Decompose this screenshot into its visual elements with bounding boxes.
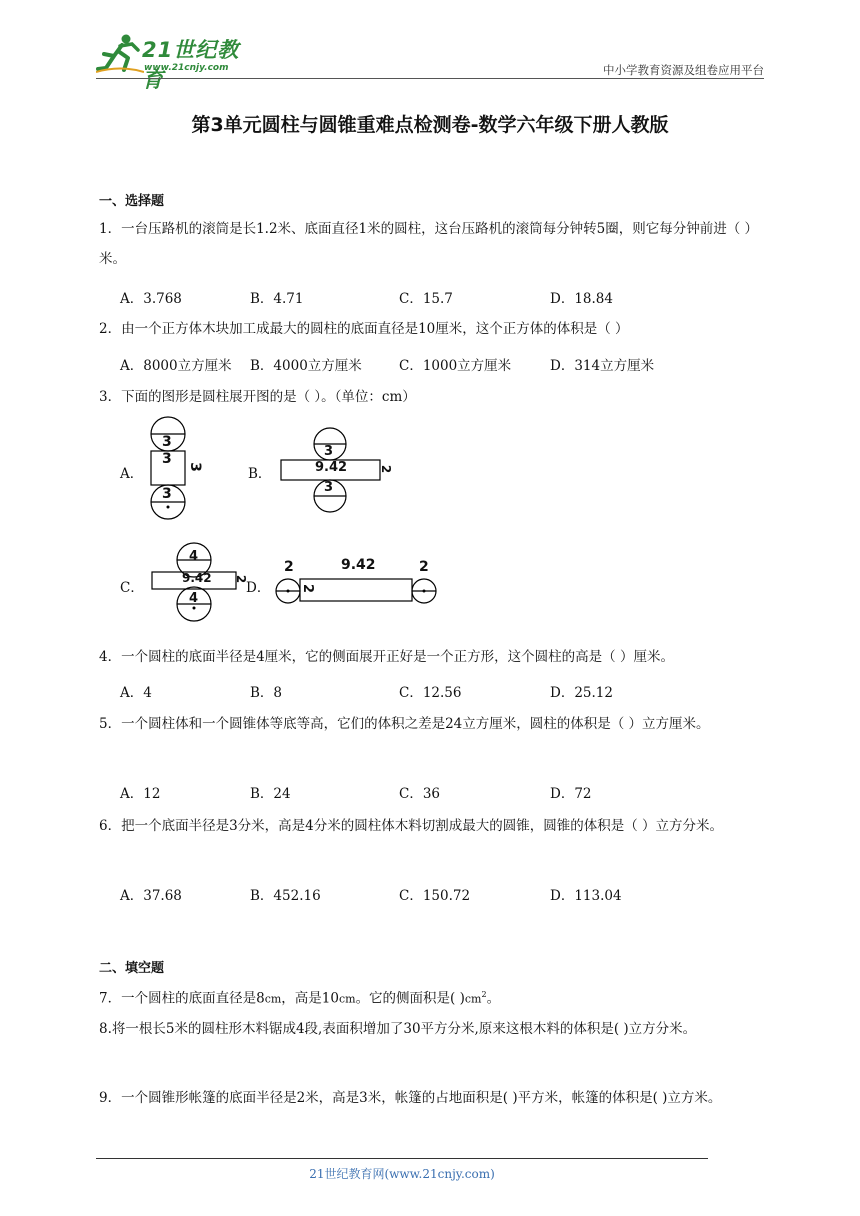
q6-option-b[interactable]: B．452.16 — [250, 888, 321, 904]
logo-url: www.21cnjy.com — [144, 63, 229, 73]
net-b-bottom-label: 3 — [324, 480, 334, 495]
net-c-top-label: 4 — [189, 549, 199, 564]
header-platform-text: 中小学教育资源及组卷应用平台 — [603, 63, 764, 77]
logo — [96, 32, 261, 92]
q1-option-c[interactable]: C．15.7 — [399, 291, 453, 307]
q3-option-c[interactable]: C． — [120, 580, 144, 596]
q4-option-a[interactable]: A．4 — [120, 685, 152, 701]
net-a-top-label: 3 — [162, 434, 172, 450]
page-footer: 21世纪教育网(www.21cnjy.com) — [309, 1167, 495, 1181]
q6-option-c[interactable]: C．150.72 — [399, 888, 471, 904]
q1-option-b[interactable]: B．4.71 — [250, 291, 304, 307]
q3-option-d[interactable]: D． — [246, 580, 271, 596]
q6-option-d[interactable]: D．113.04 — [550, 888, 622, 904]
question-4: 4．一个圆柱的底面半径是4厘米，它的侧面展开正好是一个正方形，这个圆柱的高是（ ）厘米。 — [99, 649, 674, 665]
q4-option-c[interactable]: C．12.56 — [399, 685, 462, 701]
question-2-options — [120, 354, 760, 374]
net-d-side-label: 2 — [300, 583, 316, 594]
q7-text-pre: 7．一个圆柱的底面直径是8 — [99, 990, 265, 1007]
q7-text-end: 。 — [486, 990, 501, 1007]
q2-option-d[interactable]: D．314立方厘米 — [550, 358, 655, 374]
net-c-mid-label: 9.42 — [182, 571, 212, 585]
question-4-options — [120, 681, 760, 701]
q7-text-mid: ，高是10 — [281, 990, 339, 1007]
q4-option-d[interactable]: D．25.12 — [550, 685, 613, 701]
net-figure-d — [266, 556, 441, 606]
logo-text: 21世纪教育 — [142, 38, 240, 92]
question-5-options — [120, 782, 760, 802]
net-a-mid-label: 3 — [162, 451, 172, 467]
question-3: 3．下面的图形是圆柱展开图的是（ ）。（单位：cm） — [99, 389, 416, 405]
q5-option-c[interactable]: C．36 — [399, 786, 441, 802]
q1-option-a[interactable]: A．3.768 — [120, 291, 182, 307]
question-9: 9．一个圆锥形帐篷的底面半径是2米，高是3米，帐篷的占地面积是( )平方米，帐篷的体积是( )立方米。 — [99, 1090, 722, 1106]
question-8: 8.将一根长5米的圆柱形木料锯成4段,表面积增加了30平方分米,原来这根木料的体积是( )立方分米。 — [99, 1021, 697, 1037]
q5-option-d[interactable]: D．72 — [550, 786, 592, 802]
question-7 — [99, 980, 764, 1015]
section-choice-heading: 一、选择题 — [99, 194, 165, 209]
q1-option-d[interactable]: D．18.84 — [550, 291, 613, 307]
q2-option-b[interactable]: B．4000立方厘米 — [250, 358, 362, 374]
net-c-side-label: 2 — [234, 574, 249, 584]
header-divider — [96, 78, 764, 79]
net-b-mid-label: 9.42 — [315, 460, 348, 475]
runner-logo-icon — [96, 32, 144, 76]
net-figure-b — [278, 425, 398, 520]
net-a-side-label: 3 — [186, 462, 203, 472]
q7-unit-3: cm — [464, 992, 482, 1006]
question-6-options — [120, 884, 760, 904]
page-title: 第3单元圆柱与圆锥重难点检测卷-数学六年级下册人教版 — [191, 114, 669, 136]
q6-option-a[interactable]: A．37.68 — [120, 888, 182, 904]
question-5: 5．一个圆柱体和一个圆锥体等底等高，它们的体积之差是24立方厘米，圆柱的体积是（ ）立方厘米。 — [99, 716, 710, 732]
net-d-left-label: 2 — [284, 559, 294, 575]
net-figure-a — [146, 414, 206, 524]
net-d-right-label: 2 — [419, 559, 429, 575]
page-header — [96, 28, 764, 92]
q2-option-a[interactable]: A．8000立方厘米 — [120, 358, 232, 374]
q7-text-post[interactable]: 。它的侧面积是( ) — [355, 990, 465, 1007]
q3-option-b[interactable]: B． — [248, 466, 272, 482]
q5-option-a[interactable]: A．12 — [120, 786, 161, 802]
question-2: 2．由一个正方体木块加工成最大的圆柱的底面直径是10厘米，这个正方体的体积是（ ） — [99, 321, 629, 337]
net-a-bottom-label: 3 — [162, 486, 172, 502]
net-b-top-label: 3 — [324, 444, 334, 459]
section-fill-heading: 二、填空题 — [99, 961, 165, 976]
q7-unit-sup: 2 — [481, 990, 487, 999]
footer-divider — [96, 1158, 708, 1159]
q3-option-a[interactable]: A． — [120, 466, 144, 482]
net-c-shapes — [150, 538, 250, 638]
question-6: 6．把一个底面半径是3分米，高是4分米的圆柱体木料切割成最大的圆锥，圆锥的体积是（ ）立方分米。 — [99, 818, 724, 834]
net-figure-c — [150, 538, 250, 638]
question-1-options — [120, 287, 760, 307]
net-c-bottom-label: 4 — [189, 591, 199, 606]
q7-unit-1: cm — [264, 992, 282, 1006]
q2-option-c[interactable]: C．1000立方厘米 — [399, 358, 512, 374]
net-d-mid-label: 9.42 — [341, 557, 376, 573]
q4-option-b[interactable]: B．8 — [250, 685, 283, 701]
q5-option-b[interactable]: B．24 — [250, 786, 291, 802]
question-1: 1．一台压路机的滚筒是长1.2米、底面直径1米的圆柱，这台压路机的滚筒每分钟转5圈，则它每分钟前进（ ）米。 — [99, 221, 759, 267]
net-b-side-label: 2 — [379, 464, 394, 474]
q7-unit-2: cm — [338, 992, 356, 1006]
